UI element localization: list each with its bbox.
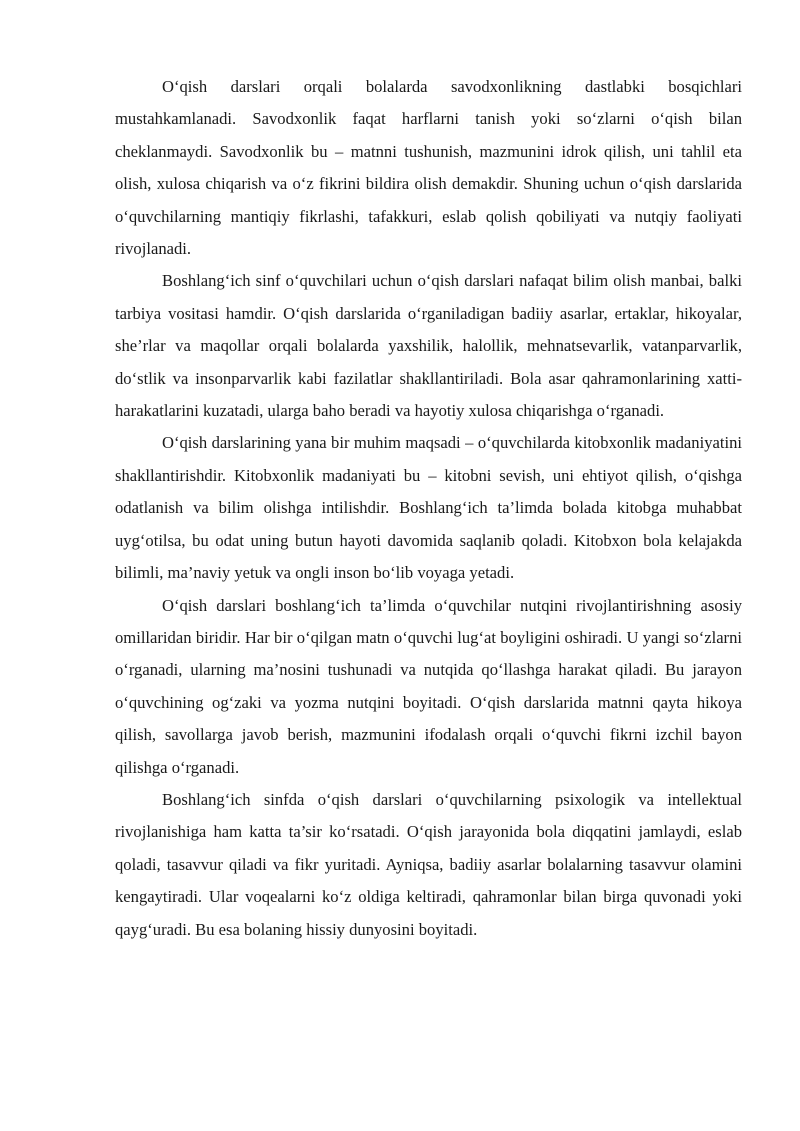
paragraph-4: O‘qish darslari boshlang‘ich ta’limda o‘quvchilar nutqini rivojlantirishning asosiy omillaridan biridir. Har bir o‘qilgan matn o‘quvchi lug‘at boyligini oshiradi. U yangi so‘zlarni o‘rganadi, ularning ma’nosini tushunadi va nutqida qo‘llashga harakat qiladi. Bu jarayon o‘quvchining og‘zaki va yozma nutqini boyitadi. O‘qish darslarida matnni qayta hikoya qilish, savollarga javob berish, mazmunini ifodalash orqali o‘quvchi fikrni izchil bayon qilishga o‘rganadi.	[115, 595, 742, 777]
paragraph-1: O‘qish darslari orqali bolalarda savodxonlikning dastlabki bosqichlari mustahkamlanadi. Savodxonlik faqat harflarni tanish yoki so‘zlarni o‘qish bilan cheklanmaydi. Savodxonlik bu – matnni tushunish, mazmunini idrok qilish, uni tahlil eta olish, xulosa chiqarish va o‘z fikrini bildira olish demakdir. Shuning uchun o‘qish darslarida o‘quvchilarning mantiqiy fikrlashi, tafakkuri, eslab qolish qobiliyati va nutqiy faoliyati rivojlanadi.	[115, 77, 742, 259]
paragraph-3: O‘qish darslarining yana bir muhim maqsadi – o‘quvchilarda kitobxonlik madaniyatini shakllantirishdir. Kitobxonlik madaniyati bu – kitobni sevish, uni ehtiyot qilish, o‘qishga odatlanish va bilim olishga intilishdir. Boshlang‘ich ta’limda bolada kitobga muhabbat uyg‘otilsa, bu odat uning butun hayoti davomida saqlanib qoladi. Kitobxon bola kelajakda bilimli, ma’naviy yetuk va ongli inson bo‘lib voyaga yetadi.	[115, 433, 742, 583]
paragraph-5: Boshlang‘ich sinfda o‘qish darslari o‘quvchilarning psixologik va intellektual rivojlanishiga ham katta ta’sir ko‘rsatadi. O‘qish jarayonida bola diqqatini jamlaydi, eslab qoladi, tasavvur qiladi va fikr yuritadi. Ayniqsa, badiiy asarlar bolalarning tasavvur olamini kengaytiradi. Ular voqealarni ko‘z oldiga keltiradi, qahramonlar bilan birga quvonadi yoki qayg‘uradi. Bu esa bolaning hissiy dunyosini boyitadi.	[115, 789, 742, 939]
body-text	[115, 71, 742, 946]
paragraph-2: Boshlang‘ich sinf o‘quvchilari uchun o‘qish darslari nafaqat bilim olish manbai, balki tarbiya vositasi hamdir. O‘qish darslarida o‘rganiladigan badiiy asarlar, ertaklar, hikoyalar, she’rlar va maqollar orqali bolalarda yaxshilik, halollik, mehnatsevarlik, vatanparvarlik, do‘stlik va insonparvarlik kabi fazilatlar shakllantiriladi. Bola asar qahramonlarining xatti-harakatlarini kuzatadi, ularga baho beradi va hayotiy xulosa chiqarishga o‘rganadi.	[115, 271, 742, 421]
